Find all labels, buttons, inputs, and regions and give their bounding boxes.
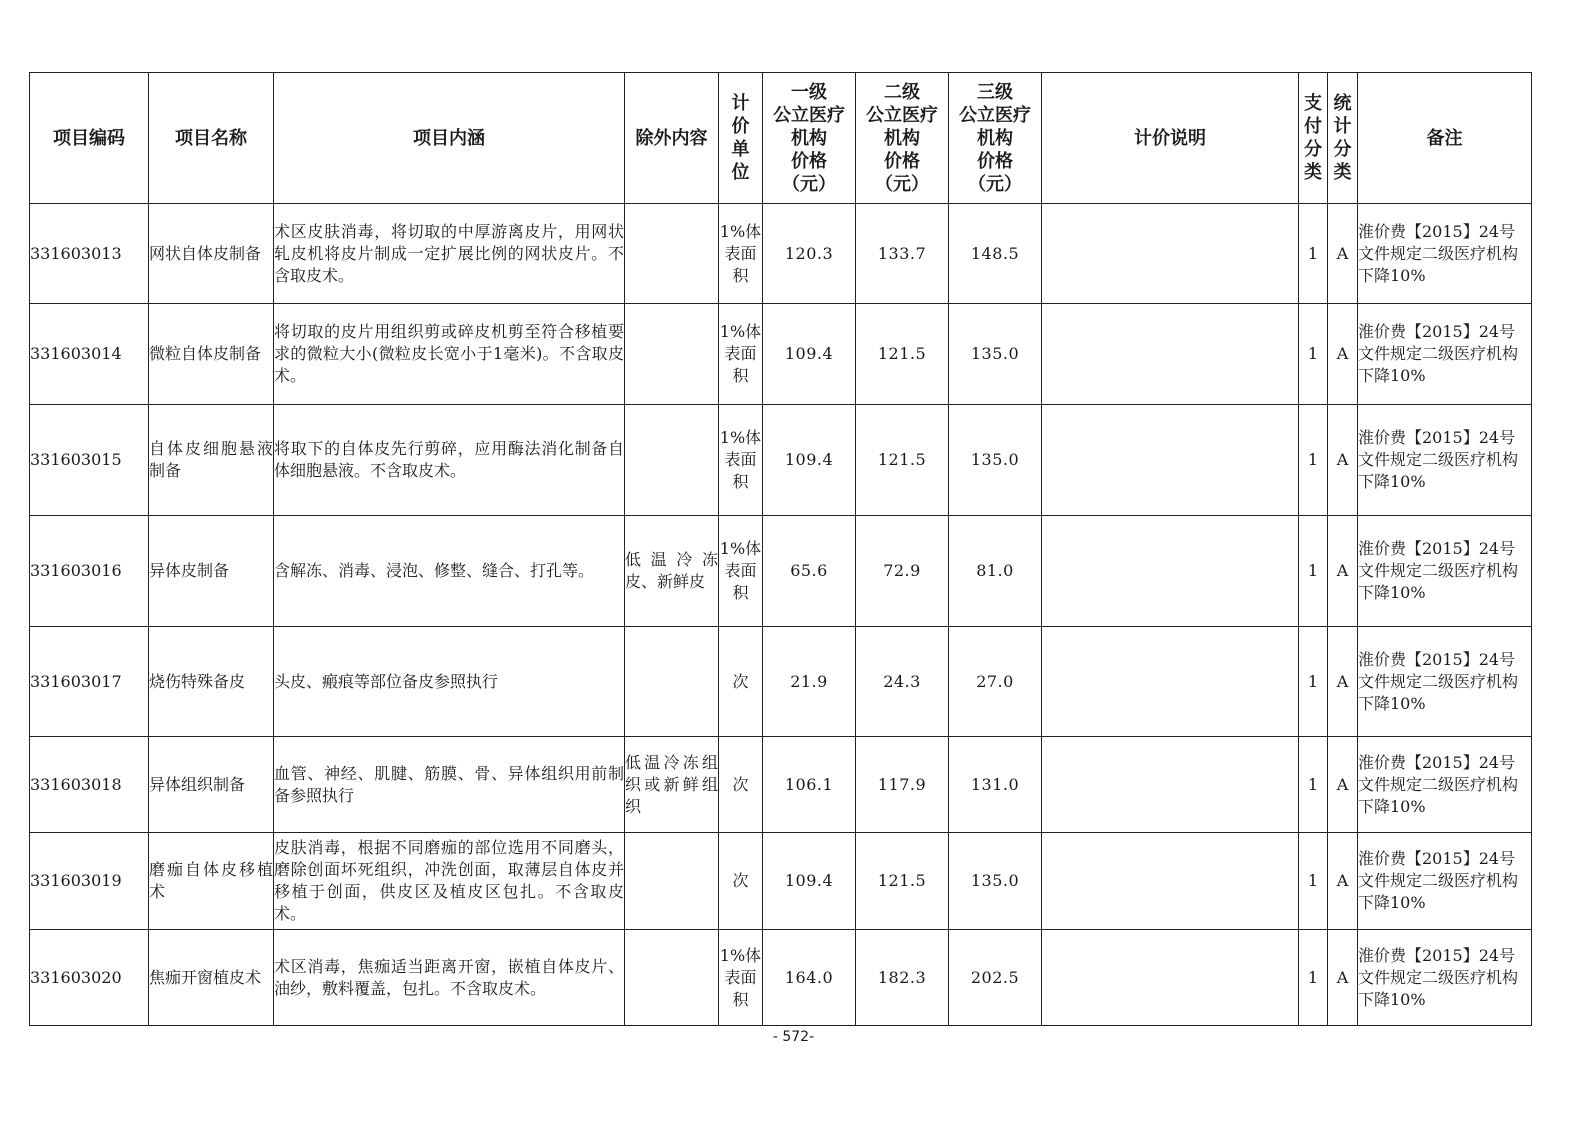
item-statistics-category: A [1328, 833, 1358, 930]
item-unit: 1%体表面积 [719, 204, 763, 304]
header-price-level3: 三级 公立医疗 机构 价格 （元） [949, 73, 1042, 204]
item-remarks: 淮价费【2015】24号文件规定二级医疗机构下降10% [1358, 204, 1532, 304]
item-price-level3: 202.5 [949, 930, 1042, 1026]
item-remarks: 淮价费【2015】24号文件规定二级医疗机构下降10% [1358, 737, 1532, 833]
item-content: 皮肤消毒，根据不同磨痂的部位选用不同磨头，磨除创面坏死组织，冲洗创面，取薄层自体皮并移植于创面，供皮区及植皮区包扎。不含取皮术。 [274, 833, 625, 930]
item-statistics-category: A [1328, 930, 1358, 1026]
item-name: 异体皮制备 [149, 516, 274, 627]
header-row [30, 73, 1532, 204]
item-payment-category: 1 [1299, 737, 1328, 833]
item-statistics-category: A [1328, 304, 1358, 405]
item-pricing-note [1042, 833, 1299, 930]
item-price-level1: 109.4 [763, 405, 856, 516]
item-remarks: 淮价费【2015】24号文件规定二级医疗机构下降10% [1358, 304, 1532, 405]
header-name: 项目名称 [149, 73, 274, 204]
header-unit: 计价单位 [719, 73, 763, 204]
item-exclusions [625, 204, 719, 304]
item-price-level3: 135.0 [949, 304, 1042, 405]
item-statistics-category: A [1328, 627, 1358, 737]
item-price-level3: 148.5 [949, 204, 1042, 304]
item-remarks: 淮价费【2015】24号文件规定二级医疗机构下降10% [1358, 516, 1532, 627]
item-payment-category: 1 [1299, 204, 1328, 304]
item-price-level1: 109.4 [763, 833, 856, 930]
table-row [30, 737, 1532, 833]
item-name: 烧伤特殊备皮 [149, 627, 274, 737]
item-pricing-note [1042, 930, 1299, 1026]
item-code: 331603014 [30, 304, 149, 405]
table-row [30, 627, 1532, 737]
item-remarks: 淮价费【2015】24号文件规定二级医疗机构下降10% [1358, 833, 1532, 930]
item-remarks: 淮价费【2015】24号文件规定二级医疗机构下降10% [1358, 930, 1532, 1026]
table-row [30, 304, 1532, 405]
item-price-level1: 21.9 [763, 627, 856, 737]
item-price-level2: 117.9 [856, 737, 949, 833]
item-payment-category: 1 [1299, 930, 1328, 1026]
header-remarks: 备注 [1358, 73, 1532, 204]
item-price-level2: 121.5 [856, 304, 949, 405]
item-content: 术区消毒，焦痂适当距离开窗，嵌植自体皮片、油纱，敷料覆盖，包扎。不含取皮术。 [274, 930, 625, 1026]
item-pricing-note [1042, 627, 1299, 737]
item-name: 焦痂开窗植皮术 [149, 930, 274, 1026]
header-price-level2: 二级 公立医疗 机构 价格 （元） [856, 73, 949, 204]
item-statistics-category: A [1328, 204, 1358, 304]
table-row [30, 405, 1532, 516]
header-code: 项目编码 [30, 73, 149, 204]
item-payment-category: 1 [1299, 405, 1328, 516]
table-row [30, 204, 1532, 304]
item-statistics-category: A [1328, 405, 1358, 516]
header-payment-category: 支付分类 [1299, 73, 1328, 204]
item-price-level3: 27.0 [949, 627, 1042, 737]
page-number: - 572- [772, 1029, 815, 1045]
item-price-level2: 182.3 [856, 930, 949, 1026]
table-row [30, 516, 1532, 627]
item-price-level1: 164.0 [763, 930, 856, 1026]
item-unit: 次 [719, 737, 763, 833]
item-content: 血管、神经、肌腱、筋膜、骨、异体组织用前制备参照执行 [274, 737, 625, 833]
item-code: 331603018 [30, 737, 149, 833]
item-statistics-category: A [1328, 737, 1358, 833]
item-exclusions [625, 627, 719, 737]
item-code: 331603020 [30, 930, 149, 1026]
item-price-level1: 65.6 [763, 516, 856, 627]
item-price-level3: 135.0 [949, 833, 1042, 930]
item-name: 磨痂自体皮移植术 [149, 833, 274, 930]
item-content: 头皮、瘢痕等部位备皮参照执行 [274, 627, 625, 737]
item-exclusions: 低温冷冻组织或新鲜组织 [625, 737, 719, 833]
item-content: 含解冻、消毒、浸泡、修整、缝合、打孔等。 [274, 516, 625, 627]
item-name: 自体皮细胞悬液制备 [149, 405, 274, 516]
item-pricing-note [1042, 516, 1299, 627]
item-payment-category: 1 [1299, 516, 1328, 627]
item-name: 异体组织制备 [149, 737, 274, 833]
item-unit: 次 [719, 833, 763, 930]
item-code: 331603015 [30, 405, 149, 516]
item-unit: 次 [719, 627, 763, 737]
item-payment-category: 1 [1299, 304, 1328, 405]
item-pricing-note [1042, 204, 1299, 304]
item-price-level2: 72.9 [856, 516, 949, 627]
item-price-level2: 121.5 [856, 833, 949, 930]
item-price-level3: 81.0 [949, 516, 1042, 627]
item-code: 331603017 [30, 627, 149, 737]
item-price-level1: 120.3 [763, 204, 856, 304]
item-remarks: 淮价费【2015】24号文件规定二级医疗机构下降10% [1358, 405, 1532, 516]
table-row [30, 833, 1532, 930]
item-name: 网状自体皮制备 [149, 204, 274, 304]
item-code: 331603013 [30, 204, 149, 304]
item-unit: 1%体表面积 [719, 930, 763, 1026]
item-code: 331603016 [30, 516, 149, 627]
item-content: 将切取的皮片用组织剪或碎皮机剪至符合移植要求的微粒大小(微粒皮长宽小于1毫米)。不含取皮术。 [274, 304, 625, 405]
item-price-level1: 106.1 [763, 737, 856, 833]
price-table [29, 72, 1532, 1026]
item-price-level2: 133.7 [856, 204, 949, 304]
item-price-level1: 109.4 [763, 304, 856, 405]
header-statistics-category: 统计分类 [1328, 73, 1358, 204]
item-exclusions [625, 930, 719, 1026]
item-price-level2: 121.5 [856, 405, 949, 516]
item-price-level2: 24.3 [856, 627, 949, 737]
item-exclusions [625, 304, 719, 405]
item-unit: 1%体表面积 [719, 405, 763, 516]
table-row [30, 930, 1532, 1026]
header-exclusions: 除外内容 [625, 73, 719, 204]
item-pricing-note [1042, 737, 1299, 833]
item-unit: 1%体表面积 [719, 304, 763, 405]
item-payment-category: 1 [1299, 627, 1328, 737]
item-content: 术区皮肤消毒，将切取的中厚游离皮片，用网状轧皮机将皮片制成一定扩展比例的网状皮片。不含取皮术。 [274, 204, 625, 304]
item-code: 331603019 [30, 833, 149, 930]
header-price-level1: 一级 公立医疗 机构 价格 （元） [763, 73, 856, 204]
item-unit: 1%体表面积 [719, 516, 763, 627]
item-price-level3: 131.0 [949, 737, 1042, 833]
header-content: 项目内涵 [274, 73, 625, 204]
item-content: 将取下的自体皮先行剪碎，应用酶法消化制备自体细胞悬液。不含取皮术。 [274, 405, 625, 516]
item-pricing-note [1042, 405, 1299, 516]
item-exclusions [625, 833, 719, 930]
item-price-level3: 135.0 [949, 405, 1042, 516]
item-payment-category: 1 [1299, 833, 1328, 930]
item-name: 微粒自体皮制备 [149, 304, 274, 405]
item-exclusions [625, 405, 719, 516]
item-pricing-note [1042, 304, 1299, 405]
item-statistics-category: A [1328, 516, 1358, 627]
item-remarks: 淮价费【2015】24号文件规定二级医疗机构下降10% [1358, 627, 1532, 737]
header-pricing-note: 计价说明 [1042, 73, 1299, 204]
item-exclusions: 低温冷冻皮、新鲜皮 [625, 516, 719, 627]
